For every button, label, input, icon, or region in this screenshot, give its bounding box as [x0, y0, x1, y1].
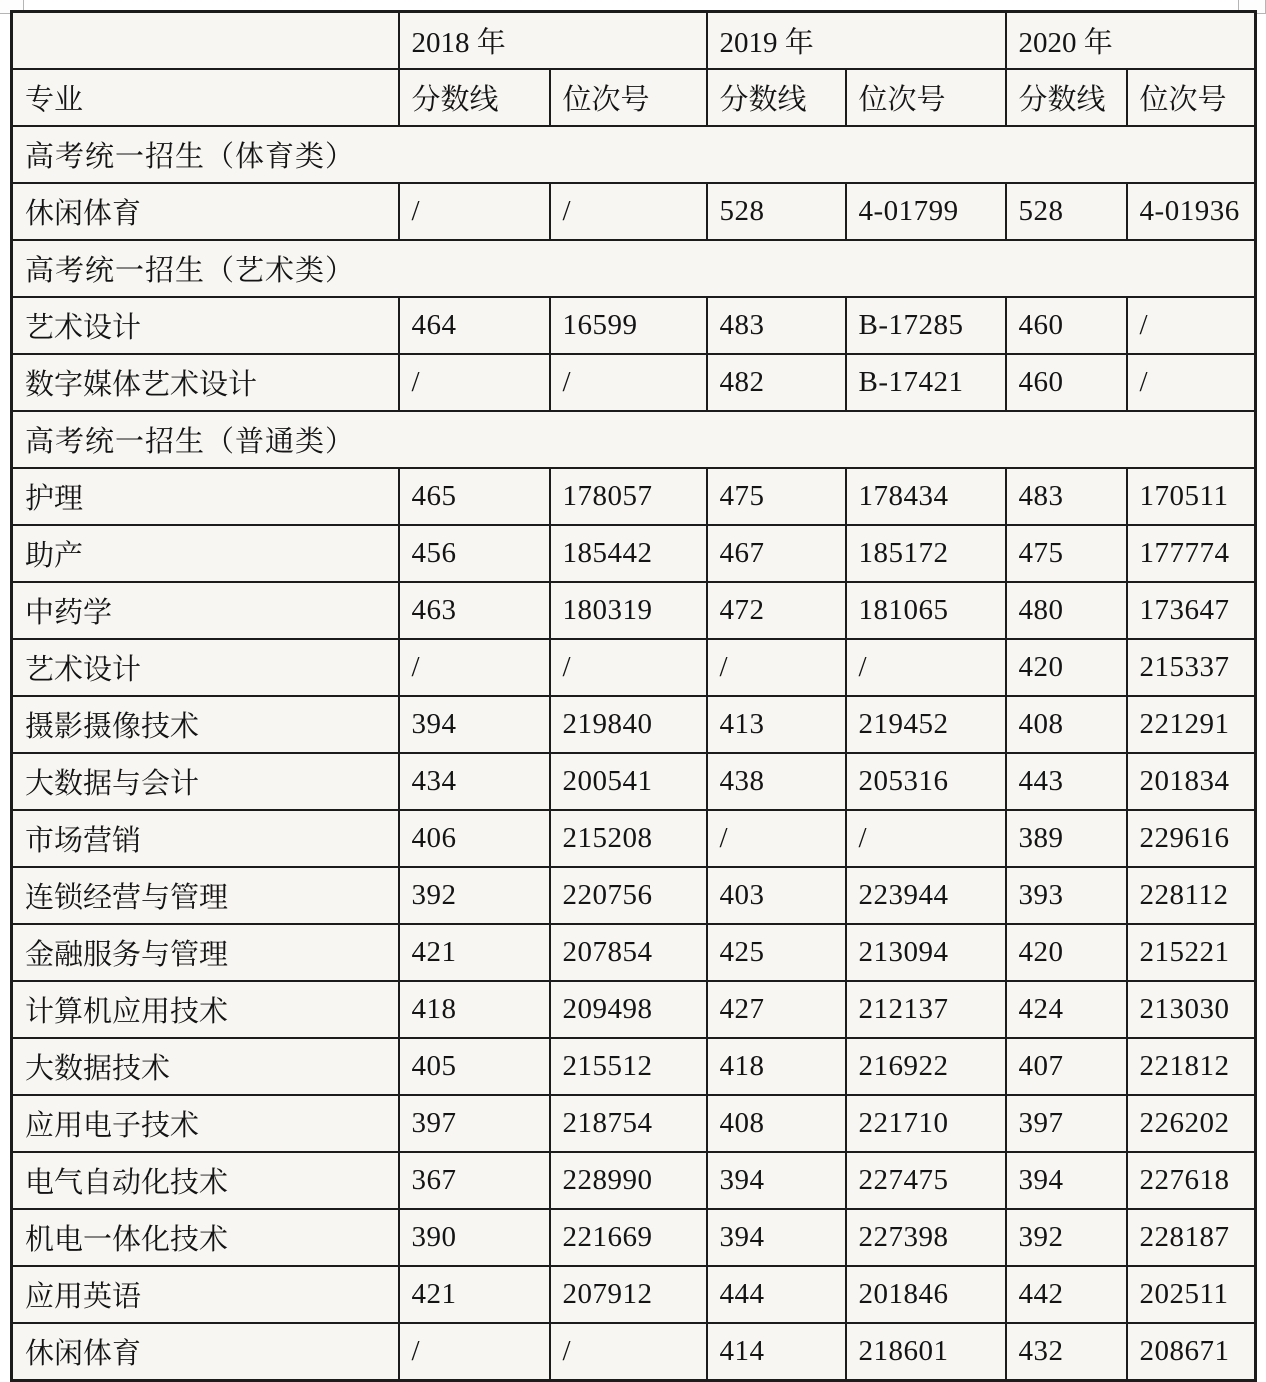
rank-2018-cell: 220756	[550, 867, 707, 924]
table-row	[12, 867, 1256, 924]
score-2018-cell: 421	[399, 1266, 550, 1323]
rank-2019-cell: 4-01799	[846, 183, 1006, 240]
major-name: 应用英语	[12, 1266, 399, 1323]
section-label: 高考统一招生（普通类）	[12, 411, 1256, 468]
rank-2019-cell: 178434	[846, 468, 1006, 525]
table-row	[12, 639, 1256, 696]
section-row	[12, 411, 1256, 468]
major-name: 金融服务与管理	[12, 924, 399, 981]
rank-2018-cell: 221669	[550, 1209, 707, 1266]
score-2020-cell: 420	[1006, 924, 1127, 981]
score-2019-cell: 414	[707, 1323, 846, 1381]
major-name: 数字媒体艺术设计	[12, 354, 399, 411]
rank-2020-cell: 227618	[1127, 1152, 1256, 1209]
table-row	[12, 582, 1256, 639]
score-2019-cell: /	[707, 639, 846, 696]
score-2020-cell: 475	[1006, 525, 1127, 582]
rank-2018-cell: 207912	[550, 1266, 707, 1323]
major-name: 机电一体化技术	[12, 1209, 399, 1266]
rank-2019-cell: 221710	[846, 1095, 1006, 1152]
rank-2018-cell: 200541	[550, 753, 707, 810]
rank-2018-cell: /	[550, 354, 707, 411]
rank-2019-cell: 205316	[846, 753, 1006, 810]
rank-2018-cell: 16599	[550, 297, 707, 354]
major-name: 计算机应用技术	[12, 981, 399, 1038]
rank-2020-cell: /	[1127, 354, 1256, 411]
score-2020-cell: 528	[1006, 183, 1127, 240]
rank-2018-cell: 185442	[550, 525, 707, 582]
major-name: 大数据与会计	[12, 753, 399, 810]
score-2020-cell: 389	[1006, 810, 1127, 867]
section-label: 高考统一招生（体育类）	[12, 126, 1256, 183]
rank-2020-cell: 177774	[1127, 525, 1256, 582]
score-2020-cell: 420	[1006, 639, 1127, 696]
rank-2020-cell: 221812	[1127, 1038, 1256, 1095]
score-2019-cell: 475	[707, 468, 846, 525]
rank-2019-cell: 218601	[846, 1323, 1006, 1381]
score-2018-cell: 405	[399, 1038, 550, 1095]
rank-2020-cell: 215221	[1127, 924, 1256, 981]
score-2019-cell: 413	[707, 696, 846, 753]
rank-2020-cell: 208671	[1127, 1323, 1256, 1381]
major-name: 连锁经营与管理	[12, 867, 399, 924]
rank-2019-cell: /	[846, 639, 1006, 696]
rank-2020-cell: 229616	[1127, 810, 1256, 867]
year-header-2020: 2020 年	[1006, 12, 1256, 70]
rank-2018-cell: /	[550, 1323, 707, 1381]
rank-2018-cell: 228990	[550, 1152, 707, 1209]
rank-2018-cell: 209498	[550, 981, 707, 1038]
score-2018-cell: 394	[399, 696, 550, 753]
score-2020-cell: 432	[1006, 1323, 1127, 1381]
score-2020-cell: 407	[1006, 1038, 1127, 1095]
score-2019-cell: 438	[707, 753, 846, 810]
score-2018-cell: /	[399, 639, 550, 696]
table-row	[12, 696, 1256, 753]
score-2018-cell: 367	[399, 1152, 550, 1209]
rank-2020-cell: 213030	[1127, 981, 1256, 1038]
rank-2019-cell: B-17285	[846, 297, 1006, 354]
section-row	[12, 240, 1256, 297]
major-name: 助产	[12, 525, 399, 582]
table-row	[12, 1152, 1256, 1209]
rank-2020-cell: 226202	[1127, 1095, 1256, 1152]
rank-2018-cell: /	[550, 639, 707, 696]
score-2018-cell: 392	[399, 867, 550, 924]
score-2019-cell: 483	[707, 297, 846, 354]
table-row	[12, 810, 1256, 867]
score-2020-cell: 392	[1006, 1209, 1127, 1266]
rank-2020-cell: /	[1127, 297, 1256, 354]
score-2018-cell: 406	[399, 810, 550, 867]
rank-2019-cell: 227398	[846, 1209, 1006, 1266]
score-2019-cell: 394	[707, 1152, 846, 1209]
major-name: 护理	[12, 468, 399, 525]
major-name: 应用电子技术	[12, 1095, 399, 1152]
table-row	[12, 1266, 1256, 1323]
column-header-row	[12, 69, 1256, 126]
score-2018-cell: 397	[399, 1095, 550, 1152]
table-row	[12, 525, 1256, 582]
score-2018-cell: 463	[399, 582, 550, 639]
year-header-2018: 2018 年	[399, 12, 707, 70]
score-2018-cell: 418	[399, 981, 550, 1038]
rank-2018-cell: 207854	[550, 924, 707, 981]
score-column-header-2018: 分数线	[399, 69, 550, 126]
score-2019-cell: 425	[707, 924, 846, 981]
admission-scores-table	[10, 10, 1257, 1382]
score-2020-cell: 483	[1006, 468, 1127, 525]
score-2019-cell: 408	[707, 1095, 846, 1152]
rank-2018-cell: 218754	[550, 1095, 707, 1152]
score-2020-cell: 480	[1006, 582, 1127, 639]
rank-2019-cell: 181065	[846, 582, 1006, 639]
score-2020-cell: 393	[1006, 867, 1127, 924]
rank-column-header-2019: 位次号	[846, 69, 1006, 126]
table-row	[12, 1209, 1256, 1266]
score-2019-cell: 444	[707, 1266, 846, 1323]
rank-2019-cell: 185172	[846, 525, 1006, 582]
major-name: 摄影摄像技术	[12, 696, 399, 753]
rank-2020-cell: 173647	[1127, 582, 1256, 639]
score-2020-cell: 443	[1006, 753, 1127, 810]
rank-2020-cell: 170511	[1127, 468, 1256, 525]
rank-2020-cell: 4-01936	[1127, 183, 1256, 240]
score-2018-cell: /	[399, 1323, 550, 1381]
rank-column-header-2018: 位次号	[550, 69, 707, 126]
table-row	[12, 183, 1256, 240]
score-2020-cell: 408	[1006, 696, 1127, 753]
score-2018-cell: /	[399, 354, 550, 411]
score-2019-cell: 403	[707, 867, 846, 924]
rank-2019-cell: /	[846, 810, 1006, 867]
rank-2019-cell: 223944	[846, 867, 1006, 924]
table-row	[12, 924, 1256, 981]
score-2019-cell: 482	[707, 354, 846, 411]
rank-2018-cell: 215208	[550, 810, 707, 867]
section-label: 高考统一招生（艺术类）	[12, 240, 1256, 297]
rank-2020-cell: 201834	[1127, 753, 1256, 810]
major-name: 大数据技术	[12, 1038, 399, 1095]
score-2018-cell: 465	[399, 468, 550, 525]
score-2018-cell: 390	[399, 1209, 550, 1266]
rank-2020-cell: 228187	[1127, 1209, 1256, 1266]
rank-2020-cell: 215337	[1127, 639, 1256, 696]
score-2019-cell: 394	[707, 1209, 846, 1266]
table-row	[12, 1095, 1256, 1152]
major-name: 休闲体育	[12, 183, 399, 240]
rank-2019-cell: 213094	[846, 924, 1006, 981]
corner-cell	[12, 12, 399, 70]
rank-2018-cell: 215512	[550, 1038, 707, 1095]
major-name: 艺术设计	[12, 639, 399, 696]
table-row	[12, 297, 1256, 354]
score-2019-cell: /	[707, 810, 846, 867]
major-name: 中药学	[12, 582, 399, 639]
table-row	[12, 1038, 1256, 1095]
table-header	[12, 12, 1256, 127]
rank-2019-cell: 212137	[846, 981, 1006, 1038]
score-column-header-2019: 分数线	[707, 69, 846, 126]
table-row	[12, 753, 1256, 810]
major-column-header: 专业	[12, 69, 399, 126]
score-2018-cell: /	[399, 183, 550, 240]
score-2020-cell: 394	[1006, 1152, 1127, 1209]
rank-2020-cell: 228112	[1127, 867, 1256, 924]
table-body	[12, 126, 1256, 1381]
rank-2018-cell: 178057	[550, 468, 707, 525]
rank-2020-cell: 221291	[1127, 696, 1256, 753]
section-row	[12, 126, 1256, 183]
score-2019-cell: 472	[707, 582, 846, 639]
score-2020-cell: 397	[1006, 1095, 1127, 1152]
rank-2019-cell: 227475	[846, 1152, 1006, 1209]
rank-2020-cell: 202511	[1127, 1266, 1256, 1323]
table-row	[12, 1323, 1256, 1381]
table-row	[12, 468, 1256, 525]
rank-2018-cell: 219840	[550, 696, 707, 753]
rank-2019-cell: 216922	[846, 1038, 1006, 1095]
score-2019-cell: 427	[707, 981, 846, 1038]
rank-column-header-2020: 位次号	[1127, 69, 1256, 126]
score-2019-cell: 418	[707, 1038, 846, 1095]
score-2018-cell: 434	[399, 753, 550, 810]
year-header-2019: 2019 年	[707, 12, 1006, 70]
score-2018-cell: 456	[399, 525, 550, 582]
score-2018-cell: 464	[399, 297, 550, 354]
rank-2018-cell: /	[550, 183, 707, 240]
score-2020-cell: 460	[1006, 354, 1127, 411]
rank-2018-cell: 180319	[550, 582, 707, 639]
rank-2019-cell: 201846	[846, 1266, 1006, 1323]
score-2020-cell: 460	[1006, 297, 1127, 354]
major-name: 艺术设计	[12, 297, 399, 354]
score-column-header-2020: 分数线	[1006, 69, 1127, 126]
major-name: 休闲体育	[12, 1323, 399, 1381]
table-row	[12, 354, 1256, 411]
rank-2019-cell: B-17421	[846, 354, 1006, 411]
rank-2019-cell: 219452	[846, 696, 1006, 753]
score-2018-cell: 421	[399, 924, 550, 981]
major-name: 电气自动化技术	[12, 1152, 399, 1209]
score-2019-cell: 528	[707, 183, 846, 240]
major-name: 市场营销	[12, 810, 399, 867]
score-2020-cell: 442	[1006, 1266, 1127, 1323]
table-row	[12, 981, 1256, 1038]
year-header-row	[12, 12, 1256, 70]
score-2019-cell: 467	[707, 525, 846, 582]
score-2020-cell: 424	[1006, 981, 1127, 1038]
